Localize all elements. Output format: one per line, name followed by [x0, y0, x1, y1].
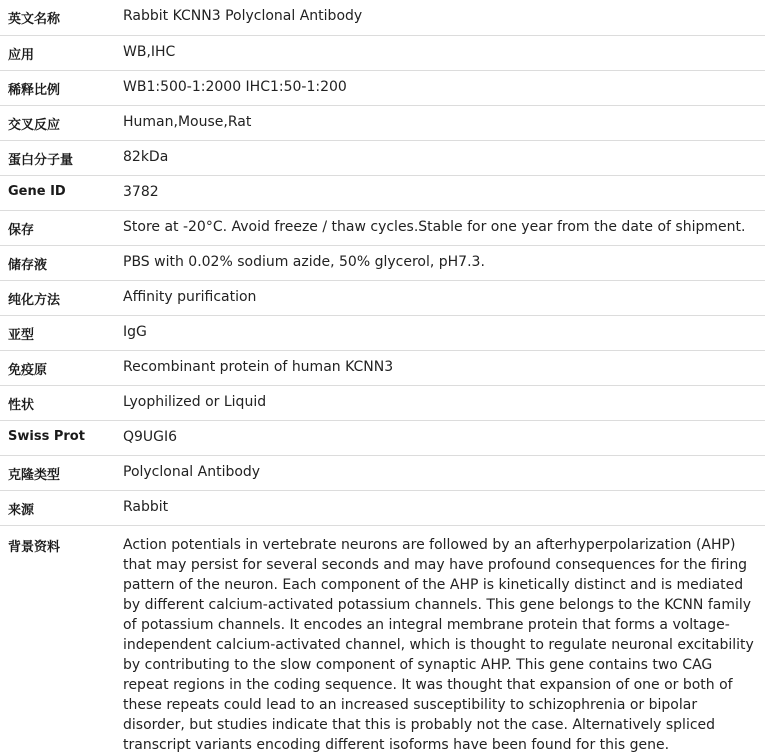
row-label: 亚型 [0, 315, 115, 350]
row-label: 应用 [0, 35, 115, 70]
row-value: Rabbit [115, 490, 765, 525]
row-value: 3782 [115, 175, 765, 210]
table-row [0, 420, 765, 455]
table-row [0, 280, 765, 315]
row-value: Q9UGI6 [115, 420, 765, 455]
table-row [0, 210, 765, 245]
row-label: 性状 [0, 385, 115, 420]
table-row [0, 525, 765, 755]
table-row [0, 245, 765, 280]
table-row [0, 0, 765, 35]
row-value: WB1:500-1:2000 IHC1:50-1:200 [115, 70, 765, 105]
row-value: Human,Mouse,Rat [115, 105, 765, 140]
row-label: Swiss Prot [0, 420, 115, 455]
table-row [0, 350, 765, 385]
row-label: 来源 [0, 490, 115, 525]
row-label: 免疫原 [0, 350, 115, 385]
row-value: Recombinant protein of human KCNN3 [115, 350, 765, 385]
row-value: IgG [115, 315, 765, 350]
row-value: 82kDa [115, 140, 765, 175]
row-label: 蛋白分子量 [0, 140, 115, 175]
row-value: Polyclonal Antibody [115, 455, 765, 490]
row-value: Lyophilized or Liquid [115, 385, 765, 420]
table-row [0, 70, 765, 105]
table-row [0, 385, 765, 420]
row-label: Gene ID [0, 175, 115, 210]
row-value: PBS with 0.02% sodium azide, 50% glycerol, pH7.3. [115, 245, 765, 280]
row-label: 储存液 [0, 245, 115, 280]
table-row [0, 175, 765, 210]
row-label: 保存 [0, 210, 115, 245]
row-label: 交叉反应 [0, 105, 115, 140]
row-label: 英文名称 [8, 12, 61, 27]
row-label: 克隆类型 [0, 455, 115, 490]
table-row [0, 140, 765, 175]
row-value: Store at -20°C. Avoid freeze / thaw cycles.Stable for one year from the date of shipment. [115, 210, 765, 245]
row-label: 稀释比例 [0, 70, 115, 105]
table-row [0, 105, 765, 140]
background-description: Action potentials in vertebrate neurons are followed by an afterhyperpolarization (AHP) that may persist for several seconds and may have profound consequences for the firing pattern of the neuron. Each component of the AHP is kinetically distinct and is mediated by different calcium-activated potassium channels. This gene belongs to the KCNN family of potassium channels. It encodes an integral membrane protein that forms a voltage-independent calcium-activated channel, which is thought to regulate neuronal excitability by contributing to the slow component of synaptic AHP. This gene contains two CAG repeat regions in the coding sequence. It was thought that expansion of one or both of these repeats could lead to an increased susceptibility to schizophrenia or bipolar disorder, but studies indicate that this is probably not the case. Alternatively spliced transcript variants encoding different isoforms have been found for this gene. [115, 525, 765, 755]
row-value: Rabbit KCNN3 Polyclonal Antibody [123, 8, 363, 24]
table-row [0, 315, 765, 350]
table-row [0, 490, 765, 525]
table-row [0, 35, 765, 70]
row-value: Affinity purification [115, 280, 765, 315]
table-row [0, 455, 765, 490]
row-label: 背景资料 [0, 525, 115, 755]
row-value: WB,IHC [115, 35, 765, 70]
row-label: 纯化方法 [0, 280, 115, 315]
